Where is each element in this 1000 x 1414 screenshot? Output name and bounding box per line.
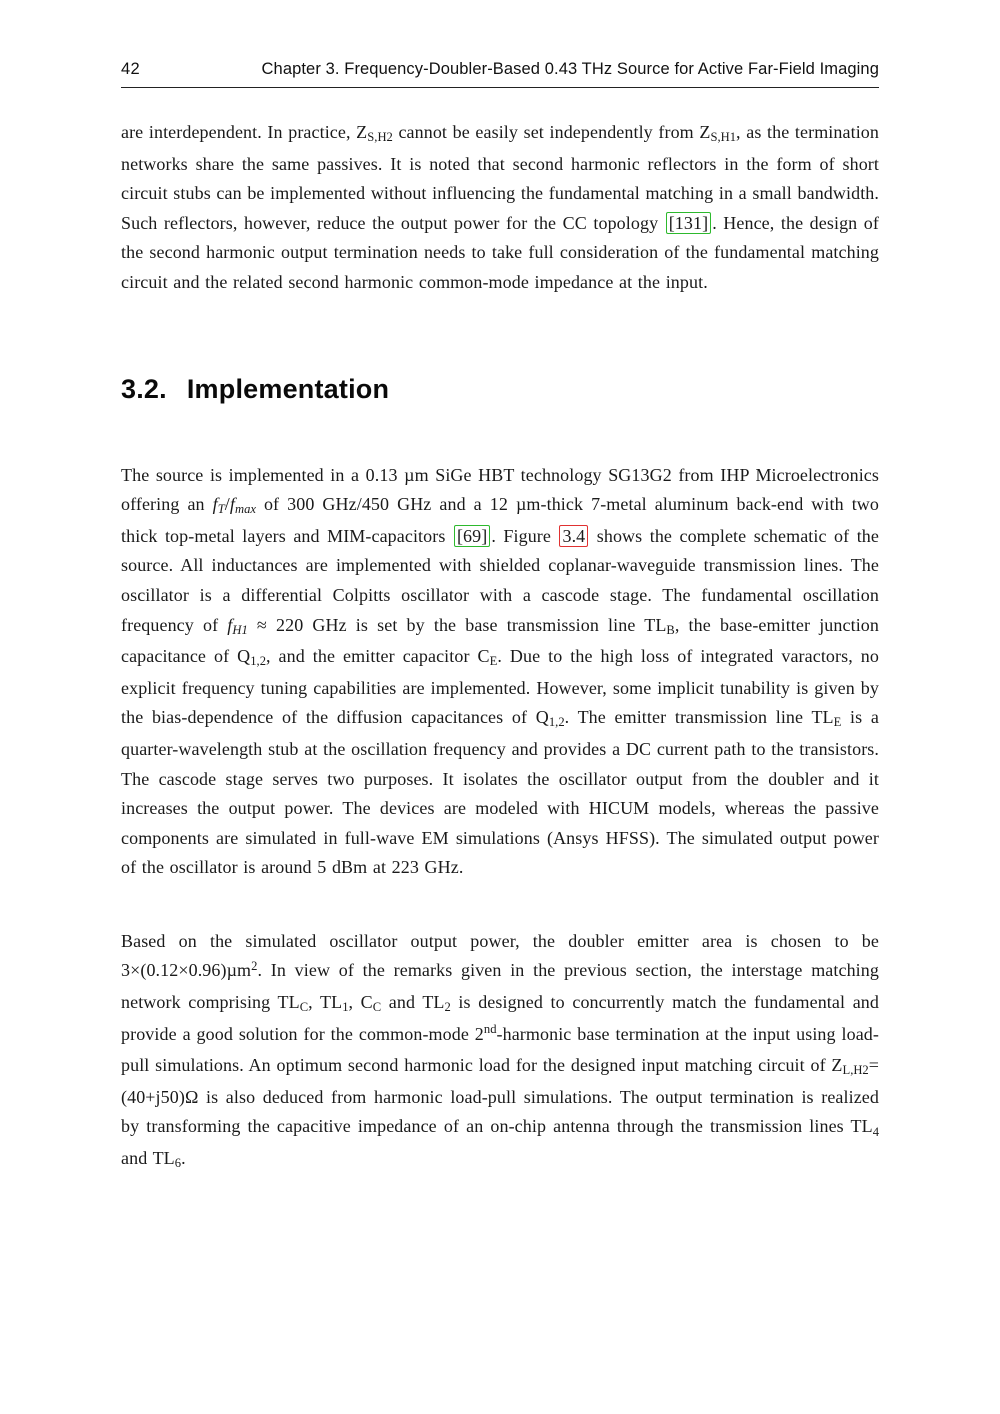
citation-link[interactable]: [69] [454, 525, 490, 547]
body-paragraph-3: Based on the simulated oscillator output power, the doubler emitter area is chosen to be 3×(0.12×0.96)µm$^2$. In view of the remarks given in the previous section, the interstage matching network comprising TLC, TL1, CC and TL2 is designed to concurrently match the fundamental and provide a good solution for the common-mode 2nd-harmonic base termination at the input using load-pull simulations. An optimum second harmonic load for the designed input matching circuit of ZL,H2=(40+j50)Ω is also deduced from harmonic load-pull simulations. The output termination is realized by transforming the capacitive impedance of an on-chip antenna through the transmission lines TL4 and TL6. [121, 930, 879, 1171]
subscript-text: E [489, 654, 498, 669]
subscript-text: 4 [872, 1124, 879, 1139]
citation-link[interactable]: [131] [666, 212, 712, 234]
section-heading [121, 374, 879, 405]
superscript-text: 2 [251, 959, 258, 974]
chapter-running-title: Chapter 3. Frequency-Doubler-Based 0.43 THz Source for Active Far-Field Imaging [261, 60, 879, 78]
body-paragraph-2: The source is implemented in a 0.13 µm SiGe HBT technology SG13G2 from IHP Microelectronics offering an fT/fmax of 300 GHz/450 GHz and a 12 µm-thick 7-metal aluminum back-end with two thick top-metal layers and MIM-capacitors [69] . Figure 3.4 shows the complete schematic of the source. All inductances are implemented with shielded coplanar-waveguide transmission lines. The oscillator is a differential Colpitts oscillator with a cascode stage. The fundamental oscillation frequency of fH1 ≈ 220 GHz is set by the base transmission line TLB, the base-emitter junction capacitance of Q1,2, and the emitter capacitor CE. Due to the high loss of integrated varactors, no explicit frequency tuning capabilities are implemented. However, some implicit tunability is given by the bias-dependence of the diffusion capacitances of Q1,2. The emitter transmission line TLE is a quarter-wavelength stub at the oscillation frequency and provides a DC current path to the transistors. The cascode stage serves two purposes. It isolates the oscillator output from the doubler and it increases the output power. The devices are modeled with HICUM models, whereas the passive components are simulated in full-wave EM simulations (Ansys HFSS). The simulated output power of the oscillator is around 5 dBm at 223 GHz. [121, 464, 879, 878]
subscript-text: C [372, 1000, 382, 1015]
math-symbol: f [229, 494, 235, 515]
subscript-text: B [666, 622, 675, 637]
subscript-text: L,H2 [842, 1063, 869, 1078]
section-title: Implementation [186, 373, 390, 404]
math-subscript: T [217, 502, 225, 517]
body-paragraph-1: are interdependent. In practice, ZS,H2 cannot be easily set independently from ZS,H1, as the termination networks share the same passives. It is noted that second harmonic reflectors in the form of short circuit stubs can be implemented without influencing the fundamental matching in a small bandwidth. Such reflectors, however, reduce the output power for the CC topology [131] . Hence, the design of the second harmonic output termination needs to take full consideration of the fundamental matching circuit and the related second harmonic common-mode impedance at the input. [121, 122, 880, 292]
subscript-text: 2 [444, 1000, 451, 1015]
figure-reference-link[interactable]: 3.4 [559, 525, 588, 547]
section-number: 3.2. [121, 373, 167, 404]
subscript-text: 1,2 [250, 654, 266, 669]
subscript-text: S,H2 [367, 130, 393, 145]
subscript-text: C [299, 1000, 309, 1015]
subscript-text: 1 [342, 1000, 349, 1015]
text-column [121, 0, 879, 1194]
subscript-text: 6 [174, 1156, 182, 1171]
subscript-text: S,H1 [710, 130, 737, 145]
superscript-text: nd [483, 1022, 497, 1037]
subscript-text: E [833, 715, 842, 730]
math-symbol: f [212, 494, 218, 515]
math-subscript: H1 [232, 622, 248, 637]
math-subscript: max [234, 502, 256, 517]
page-number: 42 [121, 60, 140, 78]
running-header [121, 60, 879, 88]
subscript-text: 1,2 [548, 715, 565, 730]
math-symbol: f [227, 614, 233, 635]
